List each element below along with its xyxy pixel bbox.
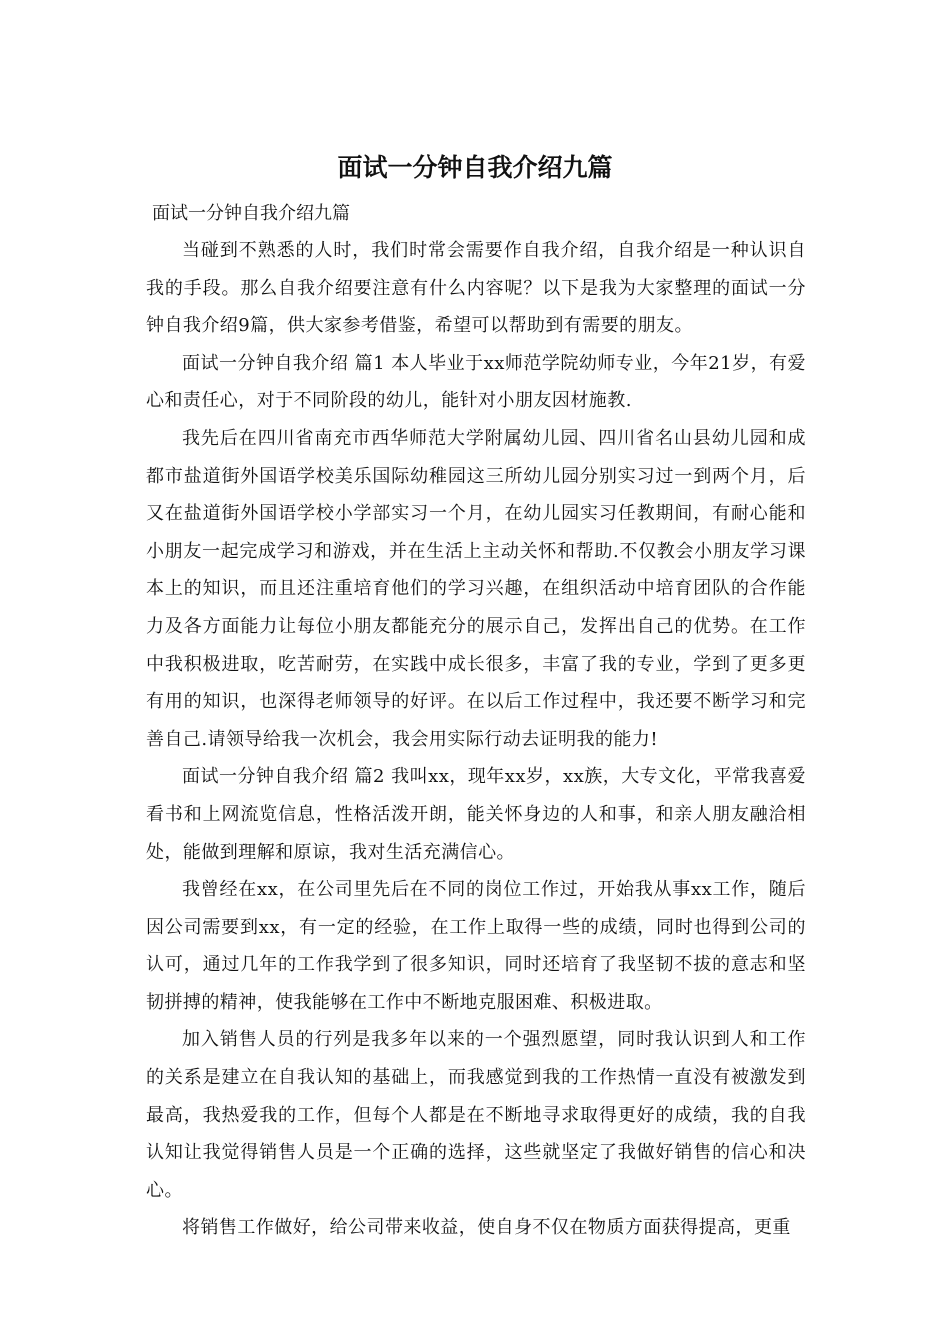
paragraph: 将销售工作做好，给公司带来收益，使自身不仅在物质方面获得提高，更重 [182, 1217, 791, 1239]
document-title: 面试一分钟自我介绍九篇 [337, 153, 613, 182]
paragraph: 我曾经在xx，在公司里先后在不同的岗位工作过，开始我从事xx工作，随后因公司需要到xx，有一定的经验，在工作上取得一些的成绩，同时也得到公司的认可，通过几年的工作我学到了很多知识，同时还培育了我坚韧不拔的意志和坚韧拼搏的精神，使我能够在工作中不断地克服困难、积极进取。 [146, 879, 806, 1013]
paragraph: 面试一分钟自我介绍 篇1 本人毕业于xx师范学院幼师专业，今年21岁，有爱心和责任心，对于不同阶段的幼儿，能针对小朋友因材施教. [146, 352, 806, 412]
paragraph: 当碰到不熟悉的人时，我们时常会需要作自我介绍，自我介绍是一种认识自我的手段。那么自我介绍要注意有什么内容呢？以下是我为大家整理的面试一分钟自我介绍9篇，供大家参考借鉴，希望可以帮助到有需要的朋友。 [146, 240, 806, 337]
paragraph: 我先后在四川省南充市西华师范大学附属幼儿园、四川省名山县幼儿园和成都市盐道街外国语学校美乐国际幼稚园这三所幼儿园分别实习过一到两个月，后又在盐道街外国语学校小学部实习一个月，在幼儿园实习任教期间，有耐心能和小朋友一起完成学习和游戏，并在生活上主动关怀和帮助.不仅教会小朋友学习课本上的知识，而且还注重培育他们的学习兴趣，在组织活动中培育团队的合作能力及各方面能力让每位小朋友都能充分的展示自己，发挥出自己的优势。在工作中我积极进取，吃苦耐劳，在实践中成长很多，丰富了我的专业，学到了更多更有用的知识，也深得老师领导的好评。在以后工作过程中，我还要不断学习和完善自己.请领导给我一次机会，我会用实际行动去证明我的能力! [146, 427, 806, 750]
paragraph: 加入销售人员的行列是我多年以来的一个强烈愿望，同时我认识到人和工作的关系是建立在自我认知的基础上，而我感觉到我的工作热情一直没有被激发到最高，我热爱我的工作，但每个人都是在不断地寻求取得更好的成绩，我的自我认知让我觉得销售人员是一个正确的选择，这些就坚定了我做好销售的信心和决心。 [146, 1029, 806, 1201]
document-body [146, 232, 806, 1247]
document-subtitle: 面试一分钟自我介绍九篇 [152, 203, 350, 224]
paragraph: 面试一分钟自我介绍 篇2 我叫xx，现年xx岁，xx族，大专文化，平常我喜爱看书和上网流览信息，性格活泼开朗，能关怀身边的人和事，和亲人朋友融洽相处，能做到理解和原谅，我对生活充满信心。 [146, 766, 806, 863]
